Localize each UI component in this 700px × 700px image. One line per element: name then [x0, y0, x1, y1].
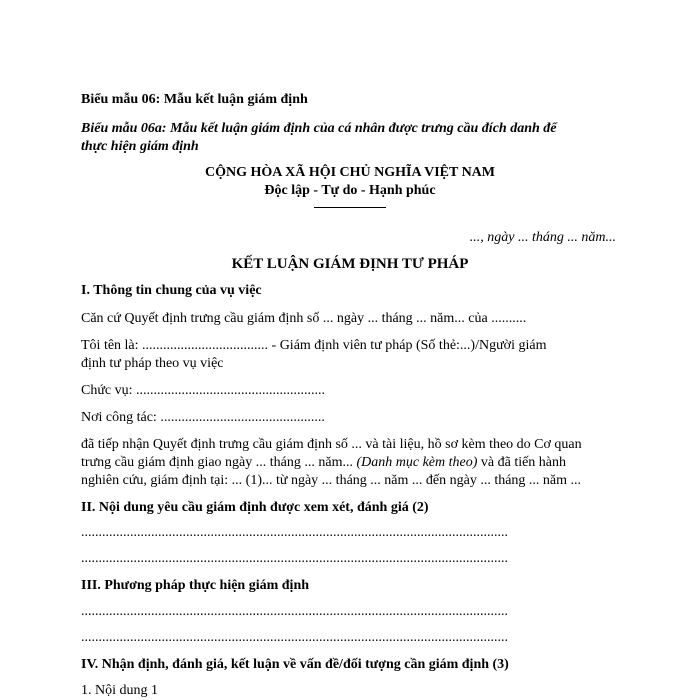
motto: Độc lập - Tự do - Hạnh phúc — [264, 183, 436, 198]
section3-heading: III. Phương pháp thực hiện giám định — [81, 578, 310, 593]
name-line1: Tôi tên là: .................................... - Giám định viên tư pháp (Số thẻ:...)/Người giám — [81, 338, 547, 353]
position-line: Chức vụ: ...................................................... — [81, 383, 326, 398]
receipt-line2-end: và đã tiến hành — [477, 455, 567, 470]
date-line: ..., ngày ... tháng ... năm... — [469, 230, 616, 245]
workplace-line: Nơi công tác: ............................................... — [81, 410, 325, 425]
section4-item1: 1. Nội dung 1 — [81, 683, 158, 698]
section2-heading: II. Nội dung yêu cầu giám định được xem xét, đánh giá (2) — [81, 500, 429, 515]
attachment-list-note: (Danh mục kèm theo) — [356, 455, 478, 470]
name-line2: định tư pháp theo vụ việc — [81, 356, 224, 371]
section2-dots1: .......................................................................................................................... — [81, 525, 508, 540]
receipt-line2 — [81, 454, 566, 472]
subform-label-line1: Biểu mẫu 06a: Mẫu kết luận giám định của cá nhân được trưng cầu đích danh để — [81, 121, 557, 136]
receipt-line1: đã tiếp nhận Quyết định trưng cầu giám định số ... và tài liệu, hồ sơ kèm theo do Cơ quan — [81, 437, 582, 452]
receipt-line3: nghiên cứu, giám định tại: ... (1)... từ ngày ... tháng ... năm ... đến ngày ... tháng ... năm ... — [81, 473, 582, 488]
form-label: Biểu mẫu 06: Mẫu kết luận giám định — [81, 92, 308, 107]
document-title: KẾT LUẬN GIÁM ĐỊNH TƯ PHÁP — [231, 256, 469, 272]
section3-dots1: .......................................................................................................................... — [81, 604, 508, 619]
subform-label-line2: thực hiện giám định — [81, 139, 199, 154]
section2-dots2: .......................................................................................................................... — [81, 551, 508, 566]
motto-underline — [314, 207, 386, 208]
section4-heading: IV. Nhận định, đánh giá, kết luận về vấn đề/đối tượng cần giám định (3) — [81, 657, 509, 672]
basis-line: Căn cứ Quyết định trưng cầu giám định số ... ngày ... tháng ... năm... của .......... — [81, 311, 527, 326]
receipt-line2-text: trưng cầu giám định giao ngày ... tháng ... năm... — [81, 455, 357, 470]
section1-heading: I. Thông tin chung của vụ việc — [81, 283, 262, 298]
national-title: CỘNG HÒA XÃ HỘI CHỦ NGHĨA VIỆT NAM — [204, 165, 495, 180]
section3-dots2: .......................................................................................................................... — [81, 630, 508, 645]
